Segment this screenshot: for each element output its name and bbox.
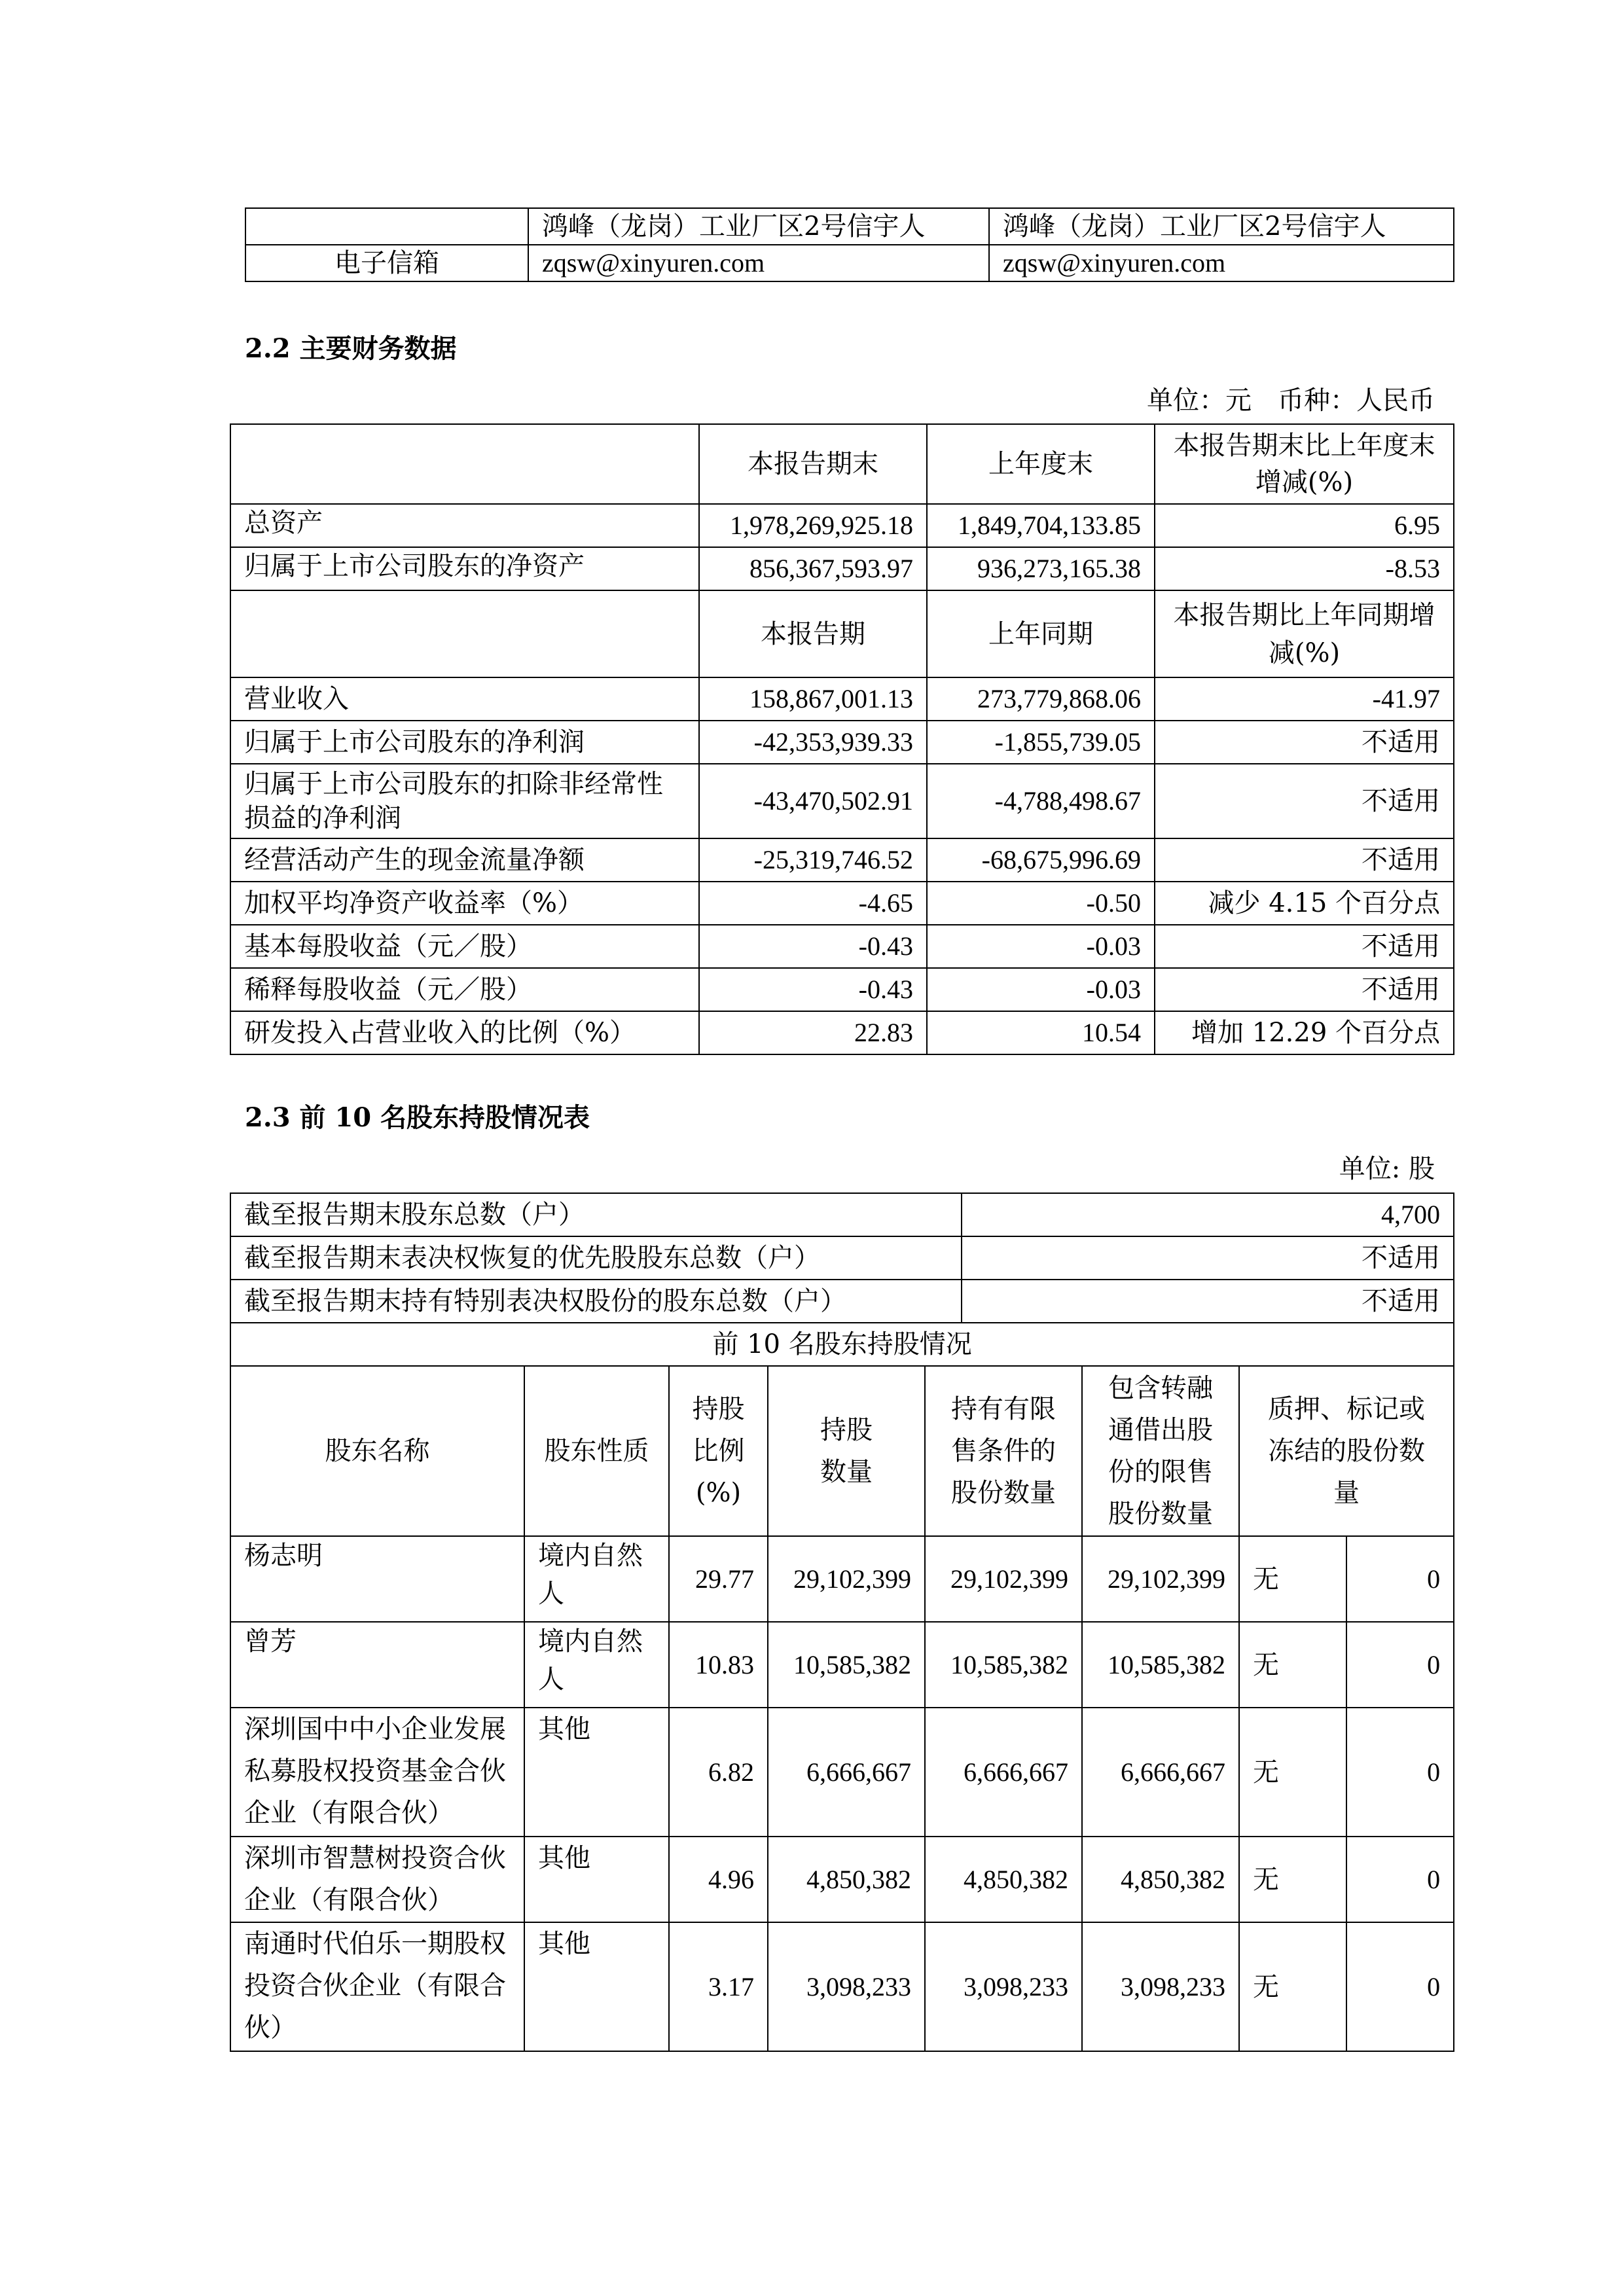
row-label: 加权平均净资产收益率（%） — [230, 882, 699, 925]
cell-value: 273,779,868.06 — [927, 677, 1155, 721]
holder-restricted: 3,098,233 — [925, 1922, 1082, 2051]
contact-address-2: 鸿峰（龙岗）工业厂区2号信宇人 — [989, 208, 1454, 245]
financial-table — [230, 423, 1454, 1055]
cell-value: 6.95 — [1155, 504, 1454, 547]
row-label: 总资产 — [230, 504, 699, 547]
cell-value: -4,788,498.67 — [927, 764, 1155, 838]
table-row — [230, 764, 1454, 838]
row-label: 归属于上市公司股东的净利润 — [230, 721, 699, 764]
cell-value: 不适用 — [1155, 721, 1454, 764]
table-row — [230, 1922, 1454, 2051]
cell-value: 22.83 — [699, 1011, 927, 1054]
table-row — [230, 1280, 1454, 1323]
holder-type: 其他 — [524, 1708, 669, 1837]
holder-quantity: 4,850,382 — [768, 1837, 925, 1922]
cell-value: 增加 12.29 个百分点 — [1155, 1011, 1454, 1054]
cell-value: -0.03 — [927, 968, 1155, 1011]
row-label: 归属于上市公司股东的净资产 — [230, 547, 699, 590]
cell-value: 不适用 — [962, 1236, 1454, 1280]
row-label: 经营活动产生的现金流量净额 — [230, 838, 699, 882]
shareholder-summary-table — [230, 1193, 1454, 1323]
table-row — [230, 1011, 1454, 1054]
table-row — [230, 1708, 1454, 1837]
table-row — [230, 1622, 1454, 1708]
cell-value: 856,367,593.97 — [699, 547, 927, 590]
top10-header-row — [230, 1366, 1454, 1536]
cell-value: 不适用 — [1155, 925, 1454, 968]
holder-lent-restricted: 10,585,382 — [1082, 1622, 1239, 1708]
row-label: 归属于上市公司股东的扣除非经常性损益的净利润 — [230, 764, 699, 838]
cell-value: 10.54 — [927, 1011, 1155, 1054]
cell-value: -43,470,502.91 — [699, 764, 927, 838]
cell-value: 4,700 — [962, 1193, 1454, 1236]
financial-header-change: 本报告期末比上年度末增减(%) — [1155, 424, 1454, 504]
financial-header-blank — [230, 424, 699, 504]
row-label: 基本每股收益（元／股） — [230, 925, 699, 968]
holder-lent-restricted: 3,098,233 — [1082, 1922, 1239, 2051]
financial-header-blank — [230, 590, 699, 677]
holder-name: 深圳国中中小企业发展私募股权投资基金合伙企业（有限合伙） — [230, 1708, 524, 1837]
email-value-1: zqsw@xinyuren.com — [528, 245, 989, 281]
cell-value: 1,978,269,925.18 — [699, 504, 927, 547]
holder-pledge-quantity: 0 — [1346, 1708, 1454, 1837]
holder-pledge-status: 无 — [1239, 1622, 1346, 1708]
row-label: 营业收入 — [230, 677, 699, 721]
section-2-3-unit-note: 单位: 股 — [1339, 1154, 1435, 1184]
email-value-2: zqsw@xinyuren.com — [989, 245, 1454, 281]
cell-value: -68,675,996.69 — [927, 838, 1155, 882]
holder-ratio: 29.77 — [669, 1536, 768, 1622]
cell-value: 1,849,704,133.85 — [927, 504, 1155, 547]
cell-value: 不适用 — [1155, 838, 1454, 882]
holder-quantity: 6,666,667 — [768, 1708, 925, 1837]
table-row — [230, 721, 1454, 764]
section-2-2-unit-note: 单位：元 币种：人民币 — [1147, 386, 1435, 416]
email-label: 电子信箱 — [245, 245, 528, 281]
cell-value: -42,353,939.33 — [699, 721, 927, 764]
holder-ratio: 3.17 — [669, 1922, 768, 2051]
financial-header-period-end: 本报告期末 — [699, 424, 927, 504]
contact-table — [245, 207, 1454, 282]
column-header-pledged: 质押、标记或冻结的股份数量 — [1239, 1366, 1454, 1536]
section-2-3-heading: 2.3 前 10 名股东持股情况表 — [245, 1102, 590, 1133]
holder-pledge-status: 无 — [1239, 1837, 1346, 1922]
financial-header-prior-period: 上年同期 — [927, 590, 1155, 677]
top10-title: 前 10 名股东持股情况 — [230, 1323, 1454, 1366]
table-row — [230, 1193, 1454, 1236]
cell-value: -0.50 — [927, 882, 1155, 925]
cell-value: -4.65 — [699, 882, 927, 925]
cell-value: 减少 4.15 个百分点 — [1155, 882, 1454, 925]
column-header-restricted: 持有有限售条件的股份数量 — [925, 1366, 1082, 1536]
holder-restricted: 10,585,382 — [925, 1622, 1082, 1708]
financial-header-row-2 — [230, 590, 1454, 677]
table-row — [230, 838, 1454, 882]
holder-lent-restricted: 29,102,399 — [1082, 1536, 1239, 1622]
table-row — [230, 1837, 1454, 1922]
financial-header-change: 本报告期比上年同期增减(%) — [1155, 590, 1454, 677]
holder-pledge-status: 无 — [1239, 1708, 1346, 1837]
section-2-2-heading: 2.2 主要财务数据 — [245, 333, 457, 364]
holder-quantity: 3,098,233 — [768, 1922, 925, 2051]
holder-pledge-quantity: 0 — [1346, 1837, 1454, 1922]
cell-value: -0.03 — [927, 925, 1155, 968]
cell-value: -8.53 — [1155, 547, 1454, 590]
table-row — [230, 1236, 1454, 1280]
column-header-name: 股东名称 — [230, 1366, 524, 1536]
top10-shareholders-table — [230, 1322, 1454, 2052]
table-row — [230, 677, 1454, 721]
table-row — [230, 504, 1454, 547]
holder-pledge-status: 无 — [1239, 1536, 1346, 1622]
holder-type: 其他 — [524, 1922, 669, 2051]
contact-address-label — [245, 208, 528, 245]
holder-ratio: 4.96 — [669, 1837, 768, 1922]
row-label: 截至报告期末持有特别表决权股份的股东总数（户） — [230, 1280, 962, 1323]
financial-header-prior-year-end: 上年度末 — [927, 424, 1155, 504]
cell-value: 不适用 — [1155, 764, 1454, 838]
holder-ratio: 10.83 — [669, 1622, 768, 1708]
cell-value: 158,867,001.13 — [699, 677, 927, 721]
holder-name: 深圳市智慧树投资合伙企业（有限合伙） — [230, 1837, 524, 1922]
holder-type: 其他 — [524, 1837, 669, 1922]
table-row — [230, 968, 1454, 1011]
table-row — [230, 1536, 1454, 1622]
row-label: 截至报告期末股东总数（户） — [230, 1193, 962, 1236]
holder-lent-restricted: 4,850,382 — [1082, 1837, 1239, 1922]
holder-lent-restricted: 6,666,667 — [1082, 1708, 1239, 1837]
table-row — [230, 925, 1454, 968]
holder-pledge-quantity: 0 — [1346, 1536, 1454, 1622]
holder-restricted: 4,850,382 — [925, 1837, 1082, 1922]
holder-pledge-quantity: 0 — [1346, 1922, 1454, 2051]
table-row — [230, 882, 1454, 925]
cell-value: -1,855,739.05 — [927, 721, 1155, 764]
column-header-type: 股东性质 — [524, 1366, 669, 1536]
holder-quantity: 29,102,399 — [768, 1536, 925, 1622]
holder-pledge-status: 无 — [1239, 1922, 1346, 2051]
holder-name: 杨志明 — [230, 1536, 524, 1622]
cell-value: -0.43 — [699, 968, 927, 1011]
holder-type: 境内自然人 — [524, 1536, 669, 1622]
column-header-lent-restricted: 包含转融通借出股份的限售股份数量 — [1082, 1366, 1239, 1536]
financial-header-period: 本报告期 — [699, 590, 927, 677]
holder-quantity: 10,585,382 — [768, 1622, 925, 1708]
column-header-ratio: 持股比例(%) — [669, 1366, 768, 1536]
row-label: 稀释每股收益（元／股） — [230, 968, 699, 1011]
row-label: 研发投入占营业收入的比例（%） — [230, 1011, 699, 1054]
table-row — [230, 547, 1454, 590]
holder-restricted: 29,102,399 — [925, 1536, 1082, 1622]
holder-name: 南通时代伯乐一期股权投资合伙企业（有限合伙） — [230, 1922, 524, 2051]
cell-value: 不适用 — [1155, 968, 1454, 1011]
cell-value: 不适用 — [962, 1280, 1454, 1323]
cell-value: 936,273,165.38 — [927, 547, 1155, 590]
row-label: 截至报告期末表决权恢复的优先股股东总数（户） — [230, 1236, 962, 1280]
financial-header-row-1 — [230, 424, 1454, 504]
cell-value: -25,319,746.52 — [699, 838, 927, 882]
holder-name: 曾芳 — [230, 1622, 524, 1708]
holder-type: 境内自然人 — [524, 1622, 669, 1708]
cell-value: -0.43 — [699, 925, 927, 968]
cell-value: -41.97 — [1155, 677, 1454, 721]
holder-ratio: 6.82 — [669, 1708, 768, 1837]
holder-pledge-quantity: 0 — [1346, 1622, 1454, 1708]
column-header-quantity: 持股数量 — [768, 1366, 925, 1536]
holder-restricted: 6,666,667 — [925, 1708, 1082, 1837]
contact-address-1: 鸿峰（龙岗）工业厂区2号信宇人 — [528, 208, 989, 245]
